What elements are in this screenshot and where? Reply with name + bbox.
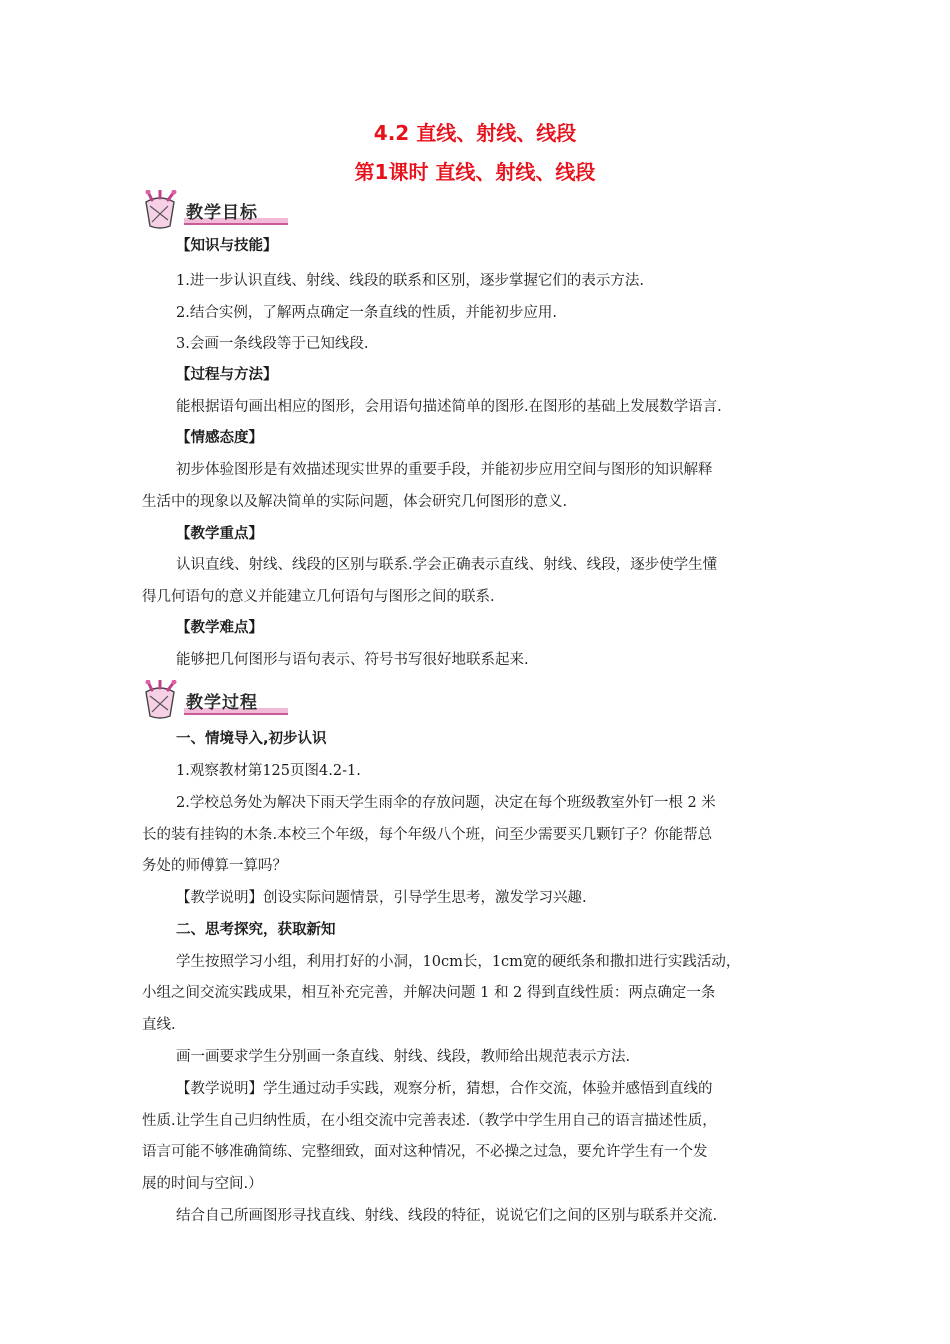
section-title: 4.2 直线、射线、线段 bbox=[373, 121, 577, 145]
text-line: 结合自己所画图形寻找直线、射线、线段的特征，说说它们之间的区别与联系并交流. bbox=[176, 1208, 718, 1224]
text-line: 3.会画一条线段等于已知线段. bbox=[176, 336, 369, 352]
text-line: 生活中的现象以及解决简单的实际问题，体会研究几何图形的意义. bbox=[142, 494, 568, 510]
text-line: 展的时间与空间.） bbox=[142, 1176, 263, 1192]
text-line: 2.结合实例，了解两点确定一条直线的性质，并能初步应用. bbox=[176, 305, 557, 321]
text-line: 【教学难点】 bbox=[176, 620, 263, 636]
text-line: 语言可能不够准确简练、完整细致，面对这种情况，不必操之过急，要允许学生有一个发 bbox=[142, 1144, 708, 1160]
process-banner bbox=[140, 680, 290, 722]
text-line: 2.学校总务处为解决下雨天学生雨伞的存放问题，决定在每个班级教室外钉一根 2 米 bbox=[176, 795, 716, 811]
text-line: 能够把几何图形与语句表示、符号书写很好地联系起来. bbox=[176, 652, 529, 668]
text-line: 【情感态度】 bbox=[176, 430, 263, 446]
text-line: 【教学重点】 bbox=[176, 526, 263, 542]
text-line: 性质.让学生自己归纳性质，在小组交流中完善表述.（教学中学生用自己的语言描述性质， bbox=[142, 1113, 717, 1129]
text-line: 1.进一步认识直线、射线、线段的联系和区别，逐步掌握它们的表示方法. bbox=[176, 273, 644, 289]
text-line: 长的装有挂钩的木条.本校三个年级，每个年级八个班，问至少需要买几颗钉子？你能帮总 bbox=[142, 827, 713, 843]
section-heading: 二、思考探究，获取新知 bbox=[176, 922, 336, 938]
text-line: 得几何语句的意义并能建立几何语句与图形之间的联系. bbox=[142, 589, 495, 605]
goals-banner bbox=[140, 190, 290, 232]
text-line: 初步体验图形是有效描述现实世界的重要手段，并能初步应用空间与图形的知识解释 bbox=[176, 462, 713, 478]
text-line: 【教学说明】学生通过动手实践，观察分析，猜想，合作交流，体验并感悟到直线的 bbox=[176, 1081, 713, 1097]
text-line: 认识直线、射线、线段的区别与联系.学会正确表示直线、射线、线段，逐步使学生懂 bbox=[176, 557, 718, 573]
section-heading: 一、情境导入,初步认识 bbox=[176, 731, 327, 747]
text-line: 直线. bbox=[142, 1017, 176, 1033]
text-line: 务处的师傅算一算吗？ bbox=[142, 858, 287, 874]
text-line: 能根据语句画出相应的图形，会用语句描述简单的图形.在图形的基础上发展数学语言. bbox=[176, 399, 722, 415]
text-line: 画一画要求学生分别画一条直线、射线、线段，教师给出规范表示方法. bbox=[176, 1049, 631, 1065]
goals-banner-label: 教学目标 bbox=[186, 203, 258, 223]
lesson-title: 第1课时 直线、射线、线段 bbox=[354, 160, 596, 184]
text-line: 学生按照学习小组，利用打好的小洞，10cm长，1cm宽的硬纸条和撒扣进行实践活动， bbox=[176, 954, 741, 970]
process-banner-label: 教学过程 bbox=[186, 693, 258, 713]
text-line: 【知识与技能】 bbox=[176, 238, 278, 254]
text-line: 【教学说明】创设实际问题情景，引导学生思考，激发学习兴趣. bbox=[176, 890, 587, 906]
text-line: 【过程与方法】 bbox=[176, 367, 278, 383]
text-line: 1.观察教材第125页图4.2-1. bbox=[176, 763, 361, 779]
text-line: 小组之间交流实践成果，相互补充完善，并解决问题 1 和 2 得到直线性质：两点确定一条 bbox=[142, 985, 716, 1001]
